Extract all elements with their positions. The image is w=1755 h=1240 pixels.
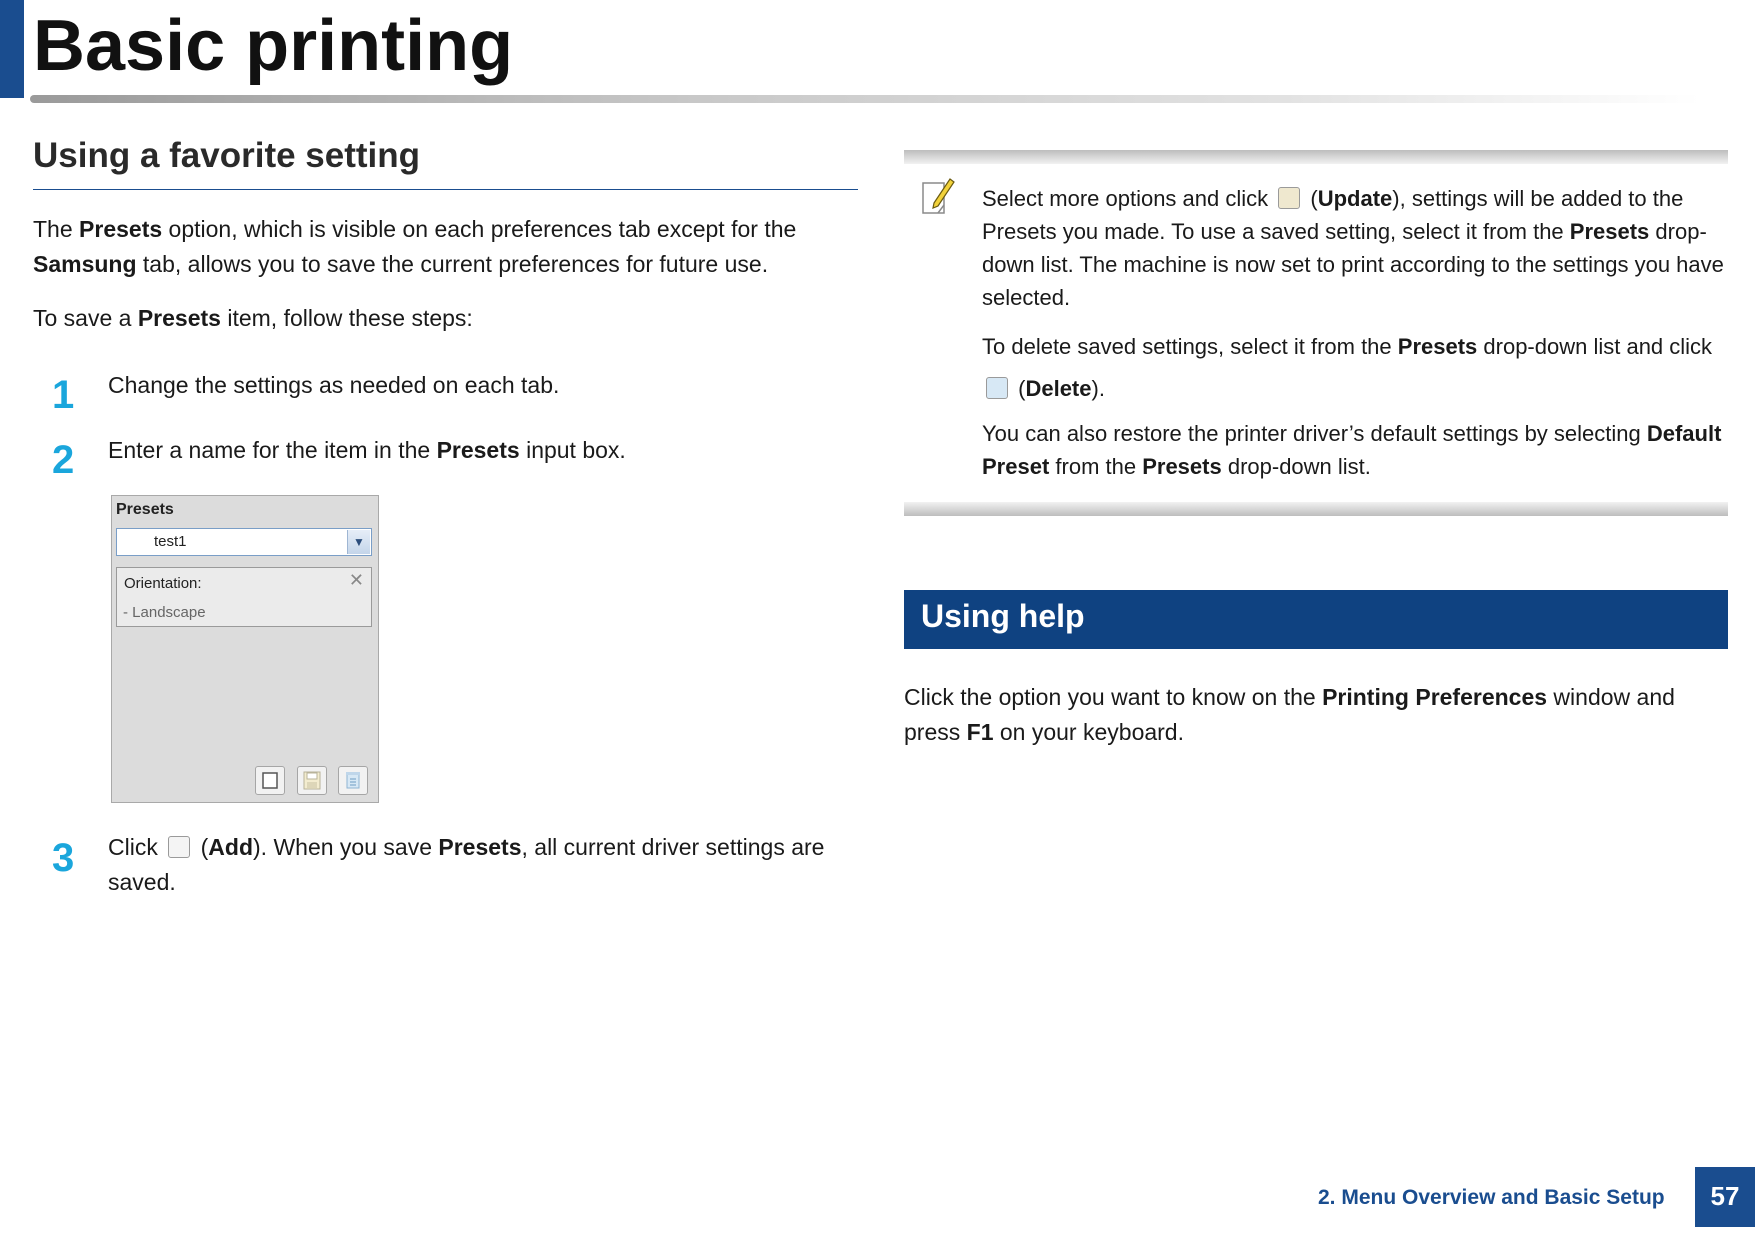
text: tab, allows you to save the current preferences for future use. [136, 251, 769, 277]
bold-text: Delete [1025, 376, 1092, 401]
text: drop-down list. The machine is now set to print according to the settings you have selected. [982, 219, 1724, 310]
save-intro-paragraph [33, 301, 853, 336]
page-number: 57 [1710, 1181, 1740, 1211]
presets-dropdown-value: test1 [154, 533, 187, 550]
text: Select more options and click [982, 186, 1275, 211]
save-preset-button[interactable] [297, 766, 327, 795]
page-number-badge [1695, 1167, 1755, 1227]
text: option, which is visible on each preferences tab except for the [162, 216, 797, 242]
note-bottom-border [904, 502, 1728, 516]
delete-preset-icon [986, 377, 1008, 399]
text: from the [1049, 454, 1143, 479]
text: ), settings will be added to the Presets you made. To use a saved setting, select it from the [982, 186, 1684, 244]
text: Enter a name for the item in the [108, 437, 437, 463]
close-icon[interactable]: ✕ [348, 570, 364, 590]
text: Click the option you want to know on the [904, 684, 1323, 710]
note-paragraph [982, 326, 1727, 410]
footer-chapter: 2. Menu Overview and Basic Setup [1318, 1186, 1665, 1209]
text: window and press [904, 684, 1675, 745]
bold-text: Samsung [33, 251, 137, 277]
bold-text: Default Preset [982, 421, 1722, 479]
step-text [108, 433, 848, 468]
text: drop-down list. [1221, 454, 1371, 479]
add-preset-icon [256, 767, 284, 794]
text: The [33, 216, 80, 242]
text: on your keyboard. [993, 719, 1184, 745]
bold-text: Printing Preferences [1322, 684, 1548, 710]
text: drop-down list and click [1477, 334, 1713, 359]
text: item, follow these steps: [220, 305, 473, 331]
presets-option-list [116, 567, 372, 627]
title-divider [30, 95, 1700, 103]
save-update-icon [298, 767, 326, 794]
text: input box. [519, 437, 626, 463]
step-number: 3 [52, 836, 75, 880]
title-accent-bar [0, 0, 24, 98]
step-number: 2 [52, 438, 75, 482]
section-divider [33, 189, 858, 190]
bold-text: Presets [1569, 219, 1650, 244]
note-paragraph [982, 417, 1727, 483]
pencil-note-icon [920, 177, 956, 217]
page-title: Basic printing [33, 6, 514, 86]
step-text [108, 368, 848, 403]
presets-dropdown[interactable] [116, 528, 372, 556]
bold-text: Presets [137, 305, 221, 331]
bold-text: Update [1317, 186, 1393, 211]
bold-text: Presets [438, 834, 522, 860]
section-title-using-help: Using help [921, 598, 1085, 634]
chevron-down-icon[interactable]: ▼ [347, 530, 370, 554]
bold-text: Add [208, 834, 254, 860]
bold-text: Presets [79, 216, 163, 242]
text: ). [1091, 376, 1105, 401]
section-title-favorite-setting: Using a favorite setting [33, 136, 421, 175]
note-paragraph [982, 182, 1727, 314]
bold-text: Presets [436, 437, 520, 463]
step-text [108, 830, 848, 900]
bold-text: F1 [966, 719, 994, 745]
add-preset-button[interactable] [255, 766, 285, 795]
intro-paragraph [33, 212, 853, 282]
step-number: 1 [52, 373, 75, 417]
text: ( [1304, 186, 1318, 211]
section-bar-using-help [904, 590, 1728, 649]
option-label: Orientation: [124, 575, 202, 592]
presets-panel-screenshot [111, 495, 379, 803]
bold-text: Presets [1142, 454, 1222, 479]
text: , all current driver settings are saved. [108, 834, 825, 895]
option-value: - Landscape [123, 604, 206, 621]
text: ( [194, 834, 209, 860]
text: ). When you save [253, 834, 439, 860]
text: Click [108, 834, 165, 860]
bold-text: Presets [1397, 334, 1478, 359]
text: Change the settings as needed on each tab. [108, 372, 560, 398]
delete-preset-icon [339, 767, 367, 794]
note-top-border [904, 150, 1728, 164]
text: ( [1012, 376, 1026, 401]
help-paragraph [904, 680, 1724, 750]
text: You can also restore the printer driver’s default settings by selecting [982, 421, 1647, 446]
text: To save a [33, 305, 138, 331]
delete-preset-button[interactable] [338, 766, 368, 795]
text: To delete saved settings, select it from the [982, 334, 1398, 359]
save-update-icon [1278, 187, 1300, 209]
add-preset-icon [168, 836, 190, 858]
presets-heading: Presets [116, 501, 174, 518]
